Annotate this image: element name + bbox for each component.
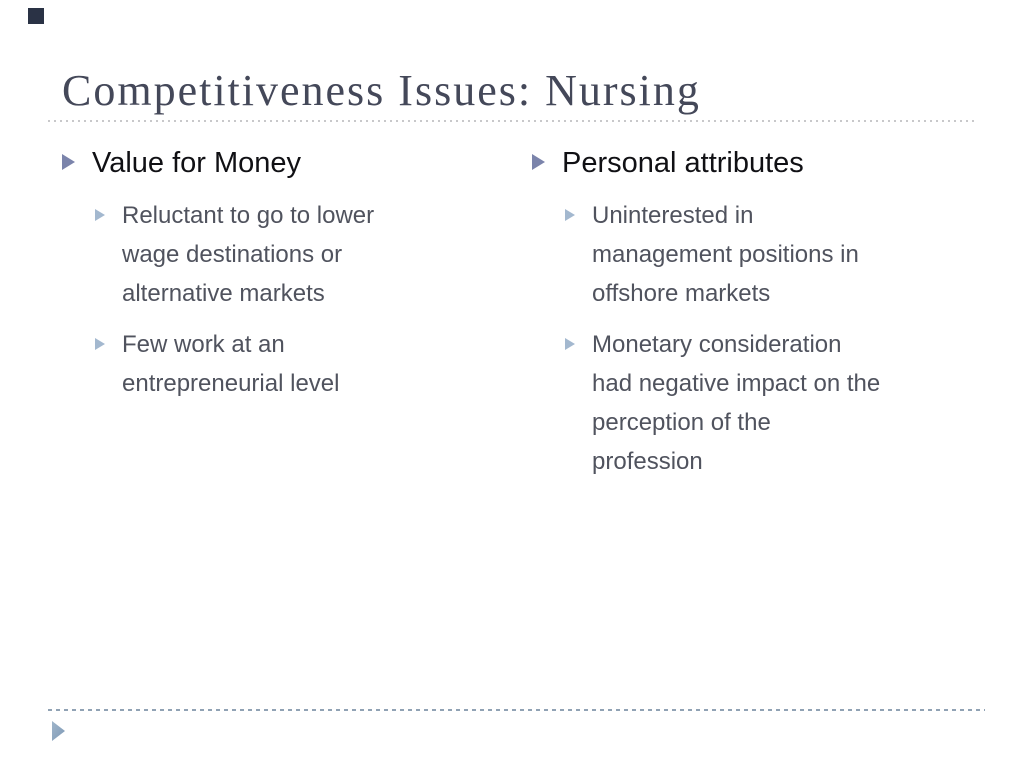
list-item: [532, 196, 982, 313]
heading-text: Value for Money: [92, 147, 302, 179]
list-item: [532, 325, 982, 481]
title-divider: [48, 120, 976, 122]
list-item: [62, 196, 492, 313]
footer-arrow-icon: [52, 721, 65, 741]
list-item-text: Reluctant to go to lower wage destinations or alternative markets: [122, 202, 375, 307]
sub-bullet-list: [532, 196, 982, 481]
bullet-arrow-icon: [532, 154, 545, 170]
sub-bullet-list: [62, 196, 492, 403]
list-item-text: Few work at an entrepreneurial level: [122, 331, 340, 397]
bullet-heading: [62, 146, 492, 180]
page-title: Competitiveness Issues: Nursing: [62, 66, 701, 115]
sub-bullet-arrow-icon: [95, 338, 105, 350]
sub-bullet-arrow-icon: [565, 338, 575, 350]
footer-divider: [48, 709, 985, 711]
content-column-right: [532, 146, 982, 493]
heading-text: Personal attributes: [562, 147, 804, 179]
bullet-heading: [532, 146, 982, 180]
list-item: [62, 325, 492, 403]
bullet-arrow-icon: [62, 154, 75, 170]
corner-accent-square: [28, 8, 44, 24]
sub-bullet-arrow-icon: [565, 209, 575, 221]
list-item-text: Uninterested in management positions in offshore markets: [592, 202, 859, 307]
content-column-left: [62, 146, 492, 415]
list-item-text: Monetary consideration had negative impact on the perception of the profession: [592, 331, 881, 475]
sub-bullet-arrow-icon: [95, 209, 105, 221]
